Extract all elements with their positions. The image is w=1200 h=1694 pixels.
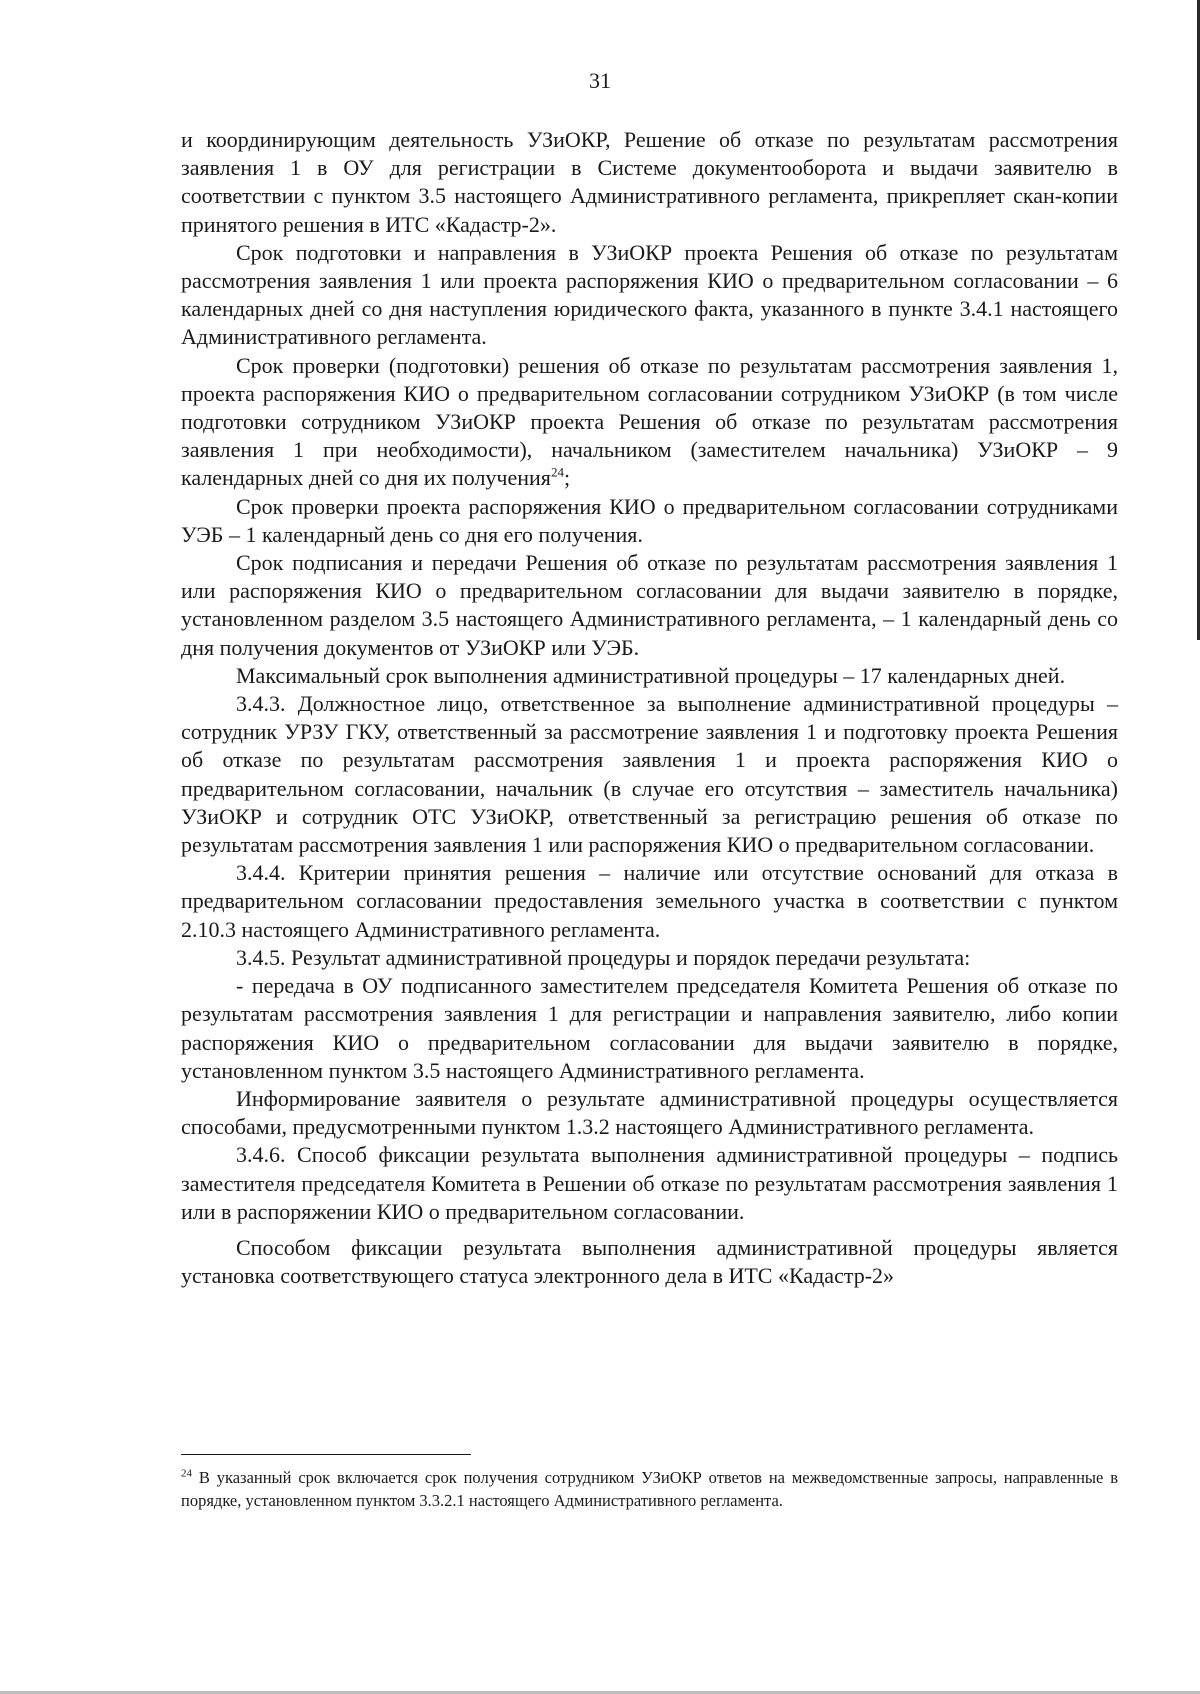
paragraph: Максимальный срок выполнения административной процедуры – 17 календарных дней. <box>236 662 1066 688</box>
paragraph: 3.4.4. Критерии принятия решения – наличие или отсутствие оснований для отказа в предварительном согласовании предоставления земельного участка в соответствии с пунктом 2.10.3 настоящего Административного регламента. <box>181 860 1118 942</box>
paragraph: Информирование заявителя о результате административной процедуры осуществляется способами, предусмотренными пунктом 1.3.2 настоящего Административного регламента. <box>181 1085 1118 1140</box>
footnote-marker: 24 <box>181 1467 192 1480</box>
paragraph-punctuation: ; <box>563 465 571 491</box>
paragraph-text: Срок проверки (подготовки) решения об отказе по результатам рассмотрения заявления 1, проекта распоряжения КИО о предварительном согласовании сотрудником УЗиОКР (в том числе подготовки сотрудником УЗиОКР проекта Решения об отказе по результатам рассмотрения заявления 1 при необходимости), начальником (заместителем начальника) УЗиОКР – 9 календарных дней со дня их получения <box>181 352 1118 491</box>
paragraph: 3.4.3. Должностное лицо, ответственное за выполнение административной процедуры – сотрудник УРЗУ ГКУ, ответственный за рассмотрение заявления 1 и подготовку проекта Решения об отказе по результатам рассмотрения заявления 1 и проекта распоряжения КИО о предварительном согласовании, начальник (в случае его отсутствия – заместитель начальника) УЗиОКР и сотрудник ОТС УЗиОКР, ответственный за регистрацию решения об отказе по результатам рассмотрения заявления 1 или распоряжения КИО о предварительном согласовании. <box>181 691 1118 858</box>
paragraph-with-footnote-ref <box>181 352 1118 493</box>
footnote <box>181 1466 1118 1512</box>
paragraph: Способом фиксации результата выполнения административной процедуры является установка соответствующего статуса электронного дела в ИТС «Кадастр-2» <box>181 1234 1118 1289</box>
document-body <box>181 126 1118 1290</box>
footnote-text-block <box>181 1466 1118 1512</box>
paragraph: Срок проверки проекта распоряжения КИО о предварительном согласовании сотрудниками УЭБ – 1 календарный день со дня его получения. <box>181 493 1118 547</box>
footnote-separator <box>181 1454 471 1455</box>
paragraph: Срок подготовки и направления в УЗиОКР проекта Решения об отказе по результатам рассмотрения заявления 1 или проекта распоряжения КИО о предварительном согласовании – 6 календарных дней со дня наступления юридического факта, указанного в пункте 3.4.1 настоящего Административного регламента. <box>181 239 1118 350</box>
paragraph: Срок подписания и передачи Решения об отказе по результатам рассмотрения заявления 1 или распоряжения КИО о предварительном согласовании для выдачи заявителю в порядке, установленном разделом 3.5 настоящего Административного регламента, – 1 календарный день со дня получения документов от УЗиОКР или УЭБ. <box>181 550 1118 660</box>
paragraph: и координирующим деятельность УЗиОКР, Решение об отказе по результатам рассмотрения заявления 1 в ОУ для регистрации в Системе документооборота и выдачи заявителю в соответствии с пунктом 3.5 настоящего Административного регламента, прикрепляет скан-копии принятого решения в ИТС «Кадастр-2». <box>181 127 1118 237</box>
footnote-text: В указанный срок включается срок получения сотрудником УЗиОКР ответов на межведомственные запросы, направленные в порядке, установленном пунктом 3.3.2.1 настоящего Административного регламента. <box>181 1468 1118 1510</box>
paragraph: 3.4.6. Способ фиксации результата выполнения административной процедуры – подпись заместителя председателя Комитета в Решении об отказе по результатам рассмотрения заявления 1 или в распоряжении КИО о предварительном согласовании. <box>181 1142 1118 1224</box>
paragraph: - передача в ОУ подписанного заместителем председателя Комитета Решения об отказе по результатам рассмотрения заявления 1 для регистрации и направления заявителю, либо копии распоряжения КИО о предварительном согласовании для выдачи заявителю в порядке, установленном пунктом 3.5 настоящего Административного регламента. <box>181 973 1118 1083</box>
page-number: 31 <box>589 68 611 93</box>
footnote-reference[interactable]: 24 <box>550 465 564 481</box>
paragraph: 3.4.5. Результат административной процедуры и порядок передачи результата: <box>236 944 971 970</box>
